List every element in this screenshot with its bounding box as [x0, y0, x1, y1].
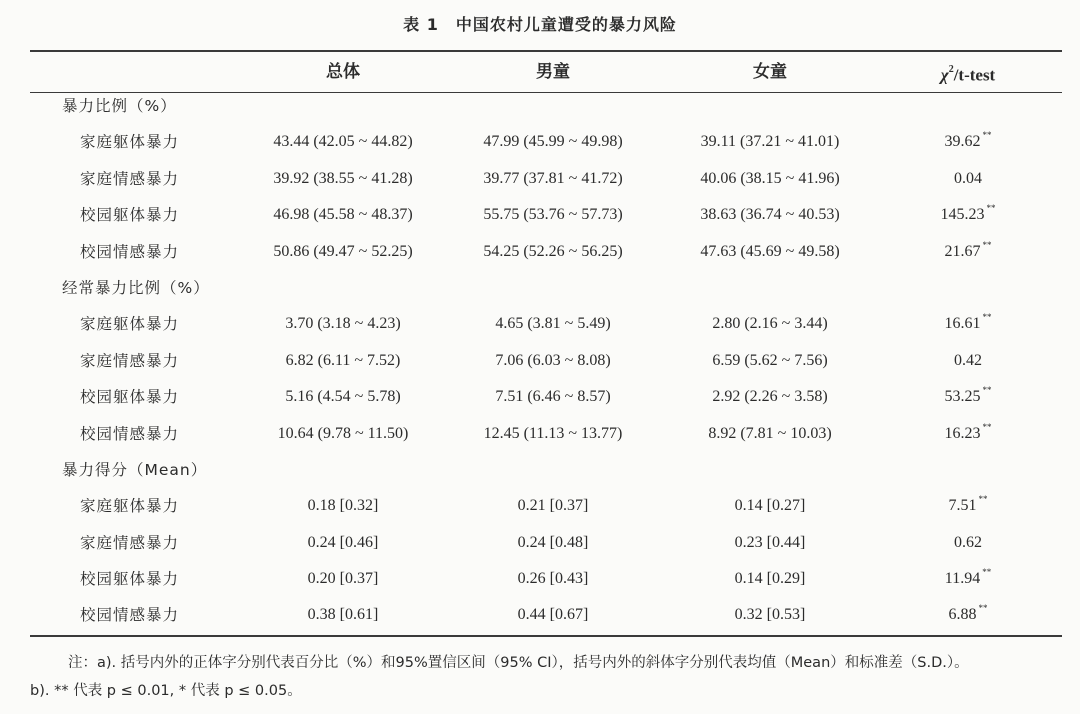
table-row: [0, 124, 1080, 160]
significance-marker: **: [982, 567, 992, 578]
cell-boys: 7.06 (6.03 ~ 8.08): [495, 351, 611, 369]
cell-girls: 0.32 [0.53]: [734, 606, 806, 624]
header-test: [918, 52, 1018, 92]
cell-test: [918, 306, 1018, 342]
table-row: [0, 161, 1080, 197]
significance-marker: **: [982, 385, 992, 396]
row-label: 家庭情感暴力: [80, 169, 180, 188]
cell-girls: 47.63 (45.69 ~ 49.58): [700, 242, 840, 260]
table-row: [0, 306, 1080, 342]
row-label: 校园躯体暴力: [80, 206, 180, 225]
cell-girls: 0.14 [0.27]: [734, 497, 806, 515]
footnote-a: 注：a). 括号内外的正体字分别代表百分比（%）和95%置信区间（95% CI），括号内外的斜体字分别代表均值（Mean）和标准差（S.D.）。: [68, 655, 969, 671]
cell-girls: 6.59 (5.62 ~ 7.56): [712, 351, 828, 369]
row-label: 校园情感暴力: [80, 242, 180, 261]
test-value: 53.25: [944, 388, 981, 406]
cell-girls: 2.92 (2.26 ~ 3.58): [712, 388, 828, 406]
table-row: [0, 416, 1080, 452]
table-row: [0, 597, 1080, 633]
cell-total: 10.64 (9.78 ~ 11.50): [277, 424, 409, 442]
cell-girls: 39.11 (37.21 ~ 41.01): [700, 133, 840, 151]
header-chi-superscript: 2: [948, 64, 954, 75]
cell-total: 46.98 (45.58 ~ 48.37): [273, 206, 413, 224]
table-header: [0, 52, 1080, 92]
test-value: 0.04: [954, 169, 982, 187]
row-label: 家庭躯体暴力: [80, 497, 180, 516]
cell-boys: 0.21 [0.37]: [517, 497, 589, 515]
test-value: 7.51: [948, 497, 977, 515]
section-label: 暴力比例（%）: [62, 97, 177, 115]
row-label: 家庭躯体暴力: [80, 133, 180, 152]
row-label: 家庭躯体暴力: [80, 315, 180, 334]
cell-boys: 55.75 (53.76 ~ 57.73): [483, 206, 623, 224]
test-value: 145.23: [940, 206, 985, 224]
table-row: [0, 525, 1080, 561]
test-value: 0.62: [954, 533, 982, 551]
cell-total: 0.20 [0.37]: [307, 570, 379, 588]
section-label: 经常暴力比例（%）: [62, 278, 210, 297]
table-caption: 表 1 中国农村儿童遭受的暴力风险: [403, 15, 677, 34]
row-label: 校园情感暴力: [80, 606, 180, 625]
table-body: [0, 88, 1080, 634]
section-label: 暴力得分（Mean）: [62, 460, 208, 479]
cell-test: [918, 197, 1018, 233]
cell-test: [918, 161, 1018, 197]
test-value: 21.67: [944, 242, 981, 260]
row-label: 校园躯体暴力: [80, 388, 180, 407]
cell-total: 0.38 [0.61]: [307, 606, 379, 624]
section-row: [0, 270, 1080, 306]
test-value: 0.42: [954, 351, 982, 369]
test-value: 11.94: [944, 570, 981, 588]
table-row: [0, 343, 1080, 379]
cell-test: [918, 597, 1018, 633]
cell-total: 0.24 [0.46]: [307, 533, 379, 551]
cell-total: 43.44 (42.05 ~ 44.82): [273, 133, 413, 151]
header-girls: 女童: [753, 62, 787, 82]
header-test-label: /t-test: [953, 65, 996, 85]
cell-total: 50.86 (49.47 ~ 52.25): [273, 242, 413, 260]
cell-boys: 54.25 (52.26 ~ 56.25): [483, 242, 623, 260]
footnote-b: b). ** 代表 p ≤ 0.01, * 代表 p ≤ 0.05。: [30, 683, 302, 699]
test-value: 6.88: [948, 606, 977, 624]
cell-boys: 0.26 [0.43]: [517, 570, 589, 588]
cell-test: [918, 416, 1018, 452]
cell-boys: 0.24 [0.48]: [517, 533, 589, 551]
cell-boys: 12.45 (11.13 ~ 13.77): [483, 424, 623, 442]
cell-boys: 47.99 (45.99 ~ 49.98): [483, 133, 623, 151]
significance-marker: **: [982, 421, 992, 432]
cell-girls: 8.92 (7.81 ~ 10.03): [708, 424, 832, 442]
cell-girls: 2.80 (2.16 ~ 3.44): [712, 315, 828, 333]
section-row: [0, 452, 1080, 488]
table-row: [0, 561, 1080, 597]
significance-marker: **: [982, 312, 992, 323]
header-total: 总体: [326, 62, 360, 82]
header-boys: 男童: [536, 62, 570, 82]
row-label: 家庭情感暴力: [80, 533, 180, 552]
table-row: [0, 488, 1080, 524]
cell-girls: 0.14 [0.29]: [734, 570, 806, 588]
cell-total: 0.18 [0.32]: [307, 497, 379, 515]
test-value: 16.61: [944, 315, 981, 333]
bottom-rule: [30, 635, 1062, 637]
cell-test: [918, 234, 1018, 270]
cell-total: 3.70 (3.18 ~ 4.23): [285, 315, 401, 333]
section-row: [0, 88, 1080, 124]
cell-test: [918, 379, 1018, 415]
cell-test: [918, 561, 1018, 597]
cell-girls: 40.06 (38.15 ~ 41.96): [700, 169, 840, 187]
table-row: [0, 379, 1080, 415]
cell-total: 39.92 (38.55 ~ 41.28): [273, 169, 413, 187]
cell-boys: 0.44 [0.67]: [517, 606, 589, 624]
row-label: 家庭情感暴力: [80, 351, 180, 370]
cell-total: 5.16 (4.54 ~ 5.78): [285, 388, 401, 406]
header-chi-symbol: χ: [940, 65, 949, 85]
row-label: 校园躯体暴力: [80, 570, 180, 589]
significance-marker: **: [978, 494, 988, 505]
significance-marker: **: [986, 203, 996, 214]
test-value: 39.62: [944, 133, 981, 151]
cell-boys: 39.77 (37.81 ~ 41.72): [483, 169, 623, 187]
significance-marker: **: [982, 130, 992, 141]
cell-test: [918, 525, 1018, 561]
cell-test: [918, 343, 1018, 379]
cell-girls: 38.63 (36.74 ~ 40.53): [700, 206, 840, 224]
table-row: [0, 197, 1080, 233]
table-row: [0, 234, 1080, 270]
cell-total: 6.82 (6.11 ~ 7.52): [285, 351, 401, 369]
test-value: 16.23: [944, 424, 981, 442]
row-label: 校园情感暴力: [80, 424, 180, 443]
significance-marker: **: [978, 603, 988, 614]
cell-test: [918, 124, 1018, 160]
cell-girls: 0.23 [0.44]: [734, 533, 806, 551]
significance-marker: **: [982, 239, 992, 250]
cell-boys: 7.51 (6.46 ~ 8.57): [495, 388, 611, 406]
cell-test: [918, 488, 1018, 524]
cell-boys: 4.65 (3.81 ~ 5.49): [495, 315, 611, 333]
